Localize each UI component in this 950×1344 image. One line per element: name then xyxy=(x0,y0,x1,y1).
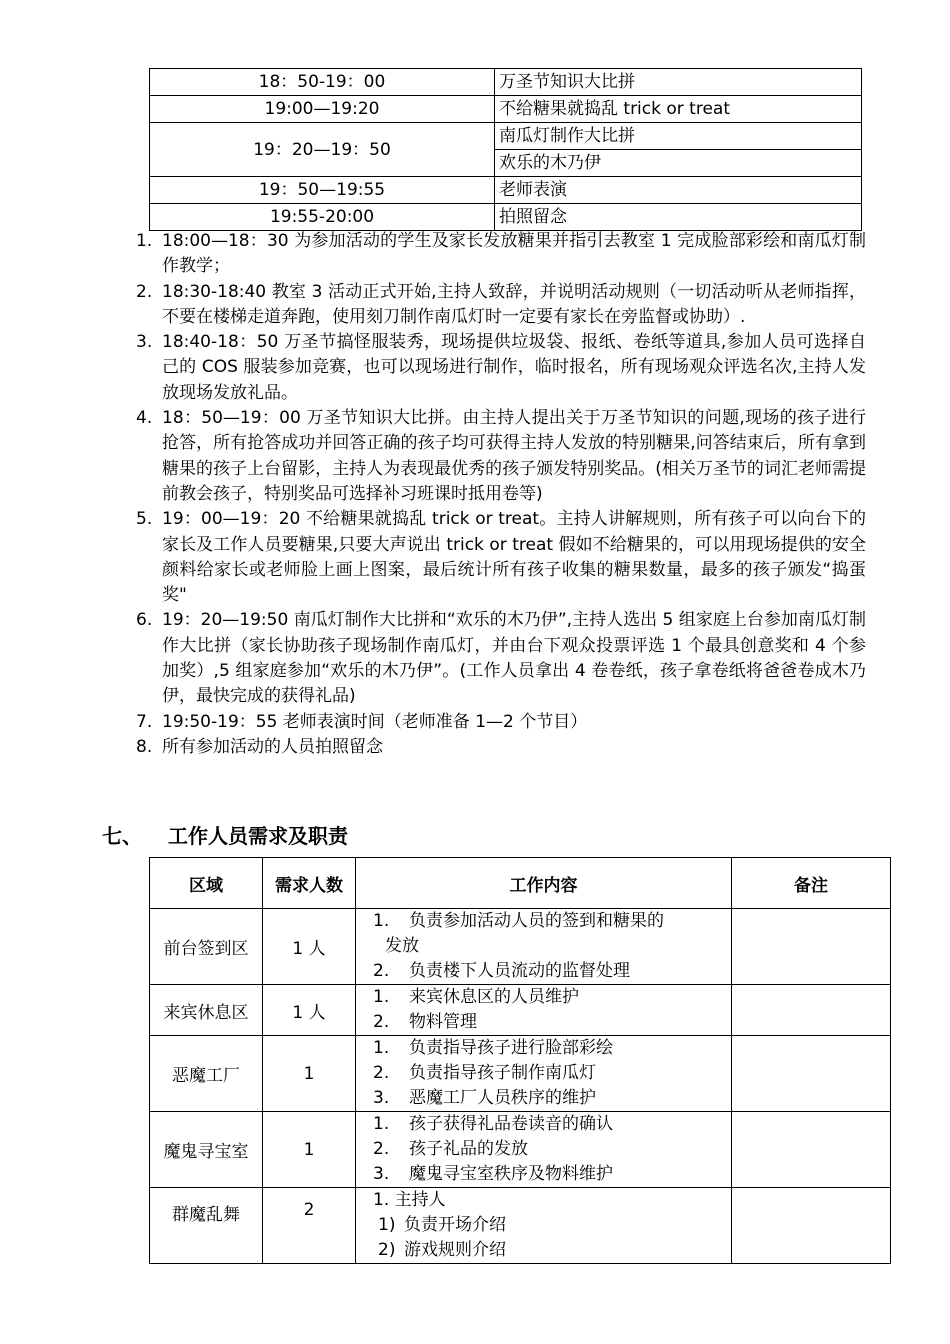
list-number: 5. xyxy=(136,509,153,530)
duty-number: 2. xyxy=(373,1063,390,1083)
duty-item xyxy=(356,1086,731,1111)
list-item xyxy=(136,229,866,280)
duty-subitem xyxy=(356,1213,731,1238)
list-item xyxy=(136,280,866,331)
list-text: 18:00—18：30 为参加活动的学生及家长发放糖果并指引去教室 1 完成脸部彩绘和南瓜灯制作教学； xyxy=(162,231,866,277)
duty-text: 游戏规则介绍 xyxy=(404,1240,506,1260)
schedule-time: 19:00—19:20 xyxy=(150,96,495,123)
duty-number: 2. xyxy=(373,961,390,981)
duty-number: 1. xyxy=(373,1038,390,1058)
duty-number: 1. xyxy=(373,987,390,1007)
schedule-activity: 欢乐的木乃伊 xyxy=(495,150,862,177)
duty-text: 魔鬼寻宝室秩序及物料维护 xyxy=(409,1164,613,1184)
remarks-cell xyxy=(732,1036,891,1112)
list-number: 3. xyxy=(136,332,153,353)
column-header: 备注 xyxy=(732,858,891,909)
list-text: 18：50—19：00 万圣节知识大比拼。由主持人提出关于万圣节知识的问题,现场的孩子进行抢答，所有抢答成功并回答正确的孩子均可获得主持人发放的特别糖果,问答结束后，所有拿到糖果的孩子上台留影，主持人为表现最优秀的孩子颁发特别奖品。(相关万圣节的词汇老师需提前教会孩子，特别奖品可选择补习班课时抵用卷等) xyxy=(162,408,866,504)
count-cell: 1 xyxy=(263,1112,356,1188)
section-heading xyxy=(102,820,348,849)
list-number: 7. xyxy=(136,711,153,732)
remarks-cell xyxy=(732,909,891,985)
duty-item xyxy=(356,985,731,1010)
table-row xyxy=(150,1188,891,1264)
duties-cell xyxy=(356,985,732,1036)
list-text: 19:50-19：55 老师表演时间（老师准备 1—2 个节目） xyxy=(162,711,588,732)
duty-number: 1. xyxy=(373,911,390,931)
duty-number: 3. xyxy=(373,1088,390,1108)
duty-text-continued: 发放 xyxy=(385,936,419,956)
list-item xyxy=(136,330,866,406)
duty-subitem xyxy=(356,1238,731,1263)
remarks-cell xyxy=(732,985,891,1036)
schedule-activity: 老师表演 xyxy=(495,177,862,204)
duties-cell xyxy=(356,1112,732,1188)
list-number: 4. xyxy=(136,408,153,429)
table-row xyxy=(150,985,891,1036)
duty-sub-number: 1) xyxy=(378,1215,396,1235)
table-header-row xyxy=(150,858,891,909)
schedule-activity: 拍照留念 xyxy=(495,204,862,231)
duties-cell xyxy=(356,1036,732,1112)
duty-item: 1. 主持人 xyxy=(373,1190,446,1210)
table-row xyxy=(150,1036,891,1112)
staff-table xyxy=(149,857,891,1264)
duties-cell xyxy=(356,909,732,985)
duty-item xyxy=(356,1061,731,1086)
duty-text: 负责开场介绍 xyxy=(404,1215,506,1235)
duty-text: 负责指导孩子进行脸部彩绘 xyxy=(409,1038,613,1058)
column-header: 需求人数 xyxy=(263,858,356,909)
duty-number: 1. xyxy=(373,1114,390,1134)
table-row xyxy=(150,96,862,123)
remarks-cell xyxy=(732,1188,891,1264)
duty-item xyxy=(356,1137,731,1162)
list-item xyxy=(136,406,866,507)
area-cell: 来宾休息区 xyxy=(150,985,263,1036)
duty-item xyxy=(356,1036,731,1061)
list-number: 2. xyxy=(136,281,153,302)
list-text: 19：00—19：20 不给糖果就捣乱 trick or treat。主持人讲解规则，所有孩子可以向台下的家长及工作人员要糖果,只要大声说出 trick or treat 假如不给糖果的，可以用现场提供的安全颜料给家长或老师脸上画上图案，最后统计所有孩子收集的糖果数量，最多的孩子颁发“捣蛋奖" xyxy=(162,509,866,606)
duty-item xyxy=(356,1112,731,1137)
schedule-activity: 不给糖果就捣乱 trick or treat xyxy=(495,96,862,123)
duty-sub-number: 2) xyxy=(378,1240,396,1260)
duty-text: 恶魔工厂人员秩序的维护 xyxy=(409,1088,596,1108)
duty-item xyxy=(356,1162,731,1187)
count-cell: 1 人 xyxy=(263,985,356,1036)
schedule-time: 19：20—19：50 xyxy=(150,123,495,177)
list-number: 8. xyxy=(136,736,153,757)
duty-item xyxy=(356,959,731,984)
list-number: 1. xyxy=(136,231,153,251)
area-cell: 前台签到区 xyxy=(150,909,263,985)
duty-text: 来宾休息区的人员维护 xyxy=(409,987,579,1007)
duty-number: 2. xyxy=(373,1012,390,1032)
remarks-cell xyxy=(732,1112,891,1188)
count-cell: 1 xyxy=(263,1036,356,1112)
list-text: 所有参加活动的人员拍照留念 xyxy=(162,736,383,757)
table-row xyxy=(150,177,862,204)
duties-cell xyxy=(356,1188,732,1264)
activity-notes-list xyxy=(136,229,866,760)
duty-text: 孩子获得礼品卷读音的确认 xyxy=(409,1114,613,1134)
duty-item xyxy=(356,1010,731,1035)
schedule-table xyxy=(149,68,862,231)
duty-text: 负责楼下人员流动的监督处理 xyxy=(409,961,630,981)
list-item xyxy=(136,608,866,709)
duty-item xyxy=(356,909,731,959)
duty-text: 负责指导孩子制作南瓜灯 xyxy=(409,1063,596,1083)
table-row xyxy=(150,204,862,231)
duty-number: 3. xyxy=(373,1164,390,1184)
table-row xyxy=(150,69,862,96)
duty-text: 负责参加活动人员的签到和糖果的 xyxy=(409,911,664,931)
area-cell: 群魔乱舞 xyxy=(150,1188,263,1264)
schedule-time: 18：50-19：00 xyxy=(150,69,495,96)
list-text: 18:30-18:40 教室 3 活动正式开始,主持人致辞，并说明活动规则（一切活动听从老师指挥，不要在楼梯走道奔跑，使用刻刀制作南瓜灯时一定要有家长在旁监督或协助）. xyxy=(162,281,866,327)
list-text: 19：20—19:50 南瓜灯制作大比拼和“欢乐的木乃伊”,主持人选出 5 组家庭上台参加南瓜灯制作大比拼（家长协助孩子现场制作南瓜灯，并由台下观众投票评选 1 个最具创意奖和 4 个参加奖）,5 组家庭参加“欢乐的木乃伊”。(工作人员拿出 4 卷卷纸，孩子拿卷纸将爸爸卷成木乃伊，最快完成的获得礼品) xyxy=(162,610,866,707)
list-item xyxy=(136,507,866,608)
area-cell: 恶魔工厂 xyxy=(150,1036,263,1112)
schedule-activity: 南瓜灯制作大比拼 xyxy=(495,123,862,150)
list-item xyxy=(136,710,866,735)
table-row xyxy=(150,123,862,150)
count-cell: 2 xyxy=(263,1188,356,1264)
table-row xyxy=(150,909,891,985)
column-header: 区域 xyxy=(150,858,263,909)
area-cell: 魔鬼寻宝室 xyxy=(150,1112,263,1188)
list-item xyxy=(136,735,866,760)
schedule-time: 19：50—19:55 xyxy=(150,177,495,204)
schedule-time: 19:55-20:00 xyxy=(150,204,495,231)
count-cell: 1 人 xyxy=(263,909,356,985)
section-title: 工作人员需求及职责 xyxy=(168,824,348,848)
duty-text: 孩子礼品的发放 xyxy=(409,1139,528,1159)
list-number: 6. xyxy=(136,610,153,631)
column-header: 工作内容 xyxy=(356,858,732,909)
duty-text: 物料管理 xyxy=(409,1012,477,1032)
section-number: 七、 xyxy=(102,824,142,848)
schedule-activity: 万圣节知识大比拼 xyxy=(495,69,862,96)
list-text: 18:40-18：50 万圣节搞怪服装秀，现场提供垃圾袋、报纸、卷纸等道具,参加人员可选择自己的 COS 服装参加竞赛，也可以现场进行制作，临时报名，所有现场观众评选名次,主持人发放现场发放礼品。 xyxy=(162,332,866,403)
table-row xyxy=(150,1112,891,1188)
duty-number: 2. xyxy=(373,1139,390,1159)
